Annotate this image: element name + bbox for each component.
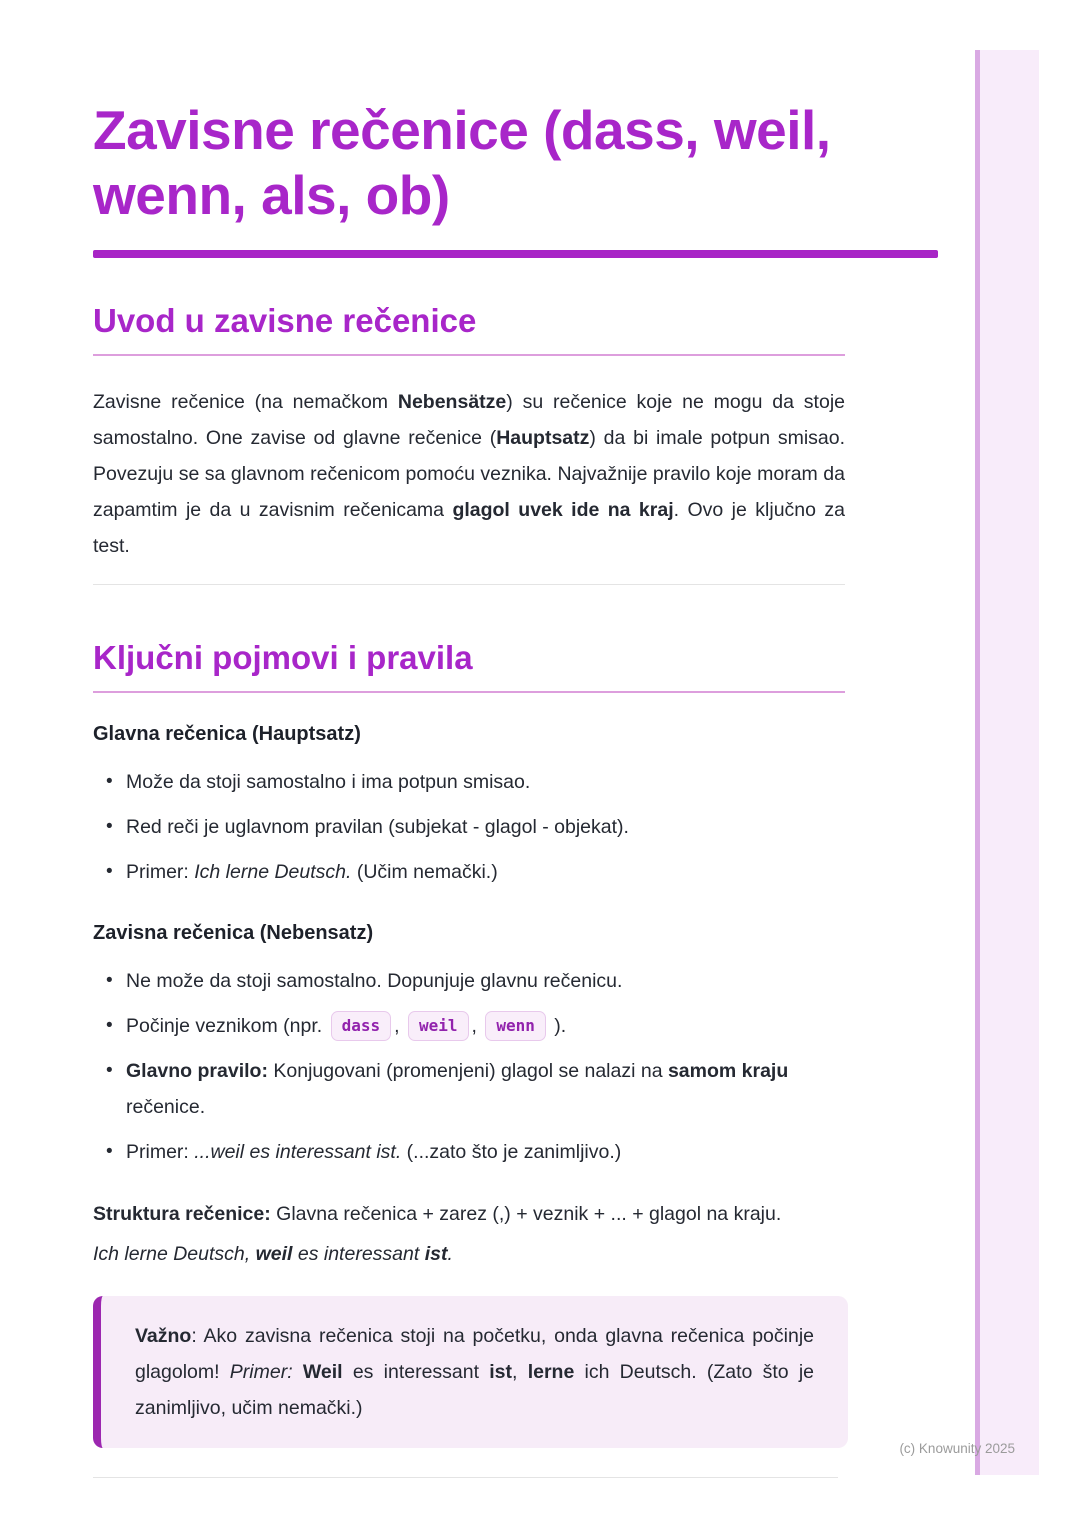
list-item: • Ne može da stoji samostalno. Dopunjuje glavnu rečenicu. bbox=[106, 963, 845, 999]
bullet-list-zavisna bbox=[93, 963, 845, 1170]
structure-rule-text: Struktura rečenice: Glavna rečenica + zarez (,) + veznik + ... + glagol na kraju. bbox=[93, 1202, 782, 1225]
document-content bbox=[93, 0, 845, 1448]
list-item: • Glavno pravilo: Konjugovani (promenjeni) glagol se nalazi na samom kraju rečenice. bbox=[106, 1053, 845, 1125]
intro-paragraph: Zavisne rečenice (na nemačkom Nebensätze) su rečenice koje ne mogu da stoje samostalno. One zavise od glavne rečenice (Hauptsatz) da bi imale potpun smisao. Povezuju se sa glavnom rečenicom pomoću veznika. Najvažnije pravilo koje moram da zapamtim je da u zavisnim rečenicama glagol uvek ide na kraj. Ovo je ključno za test. bbox=[93, 390, 846, 557]
list-item: • Može da stoji samostalno i ima potpun smisao. bbox=[106, 764, 845, 800]
important-callout bbox=[93, 1296, 848, 1448]
subsection-heading-zavisna: Zavisna rečenica (Nebensatz) bbox=[93, 921, 374, 944]
structure-example-text: Ich lerne Deutsch, weil es interessant ist. bbox=[93, 1242, 453, 1265]
structure-paragraph bbox=[93, 1194, 845, 1274]
list-item: • Počinje veznikom (npr. dass , weil , wenn ). bbox=[106, 1008, 845, 1044]
page-title: Zavisne rečenice (dass, weil, wenn, als, ob) bbox=[93, 99, 831, 226]
callout-text: Važno: Ako zavisna rečenica stoji na početku, onda glavna rečenica počinje glagolom! Primer: Weil es interessant ist, lerne ich Deutsch. (Zato što je zanimljivo, učim nemački.) bbox=[135, 1324, 815, 1419]
section-divider bbox=[93, 584, 845, 585]
copyright-text: (c) Knowunity 2025 bbox=[899, 1441, 1015, 1456]
code-chip: wenn bbox=[485, 1011, 546, 1041]
code-chip: dass bbox=[331, 1011, 392, 1041]
list-item: • Primer: Ich lerne Deutsch. (Učim nemački.) bbox=[106, 854, 845, 890]
section-heading-kljucni: Ključni pojmovi i pravila bbox=[93, 639, 845, 693]
subsection-heading-glavna: Glavna rečenica (Hauptsatz) bbox=[93, 722, 361, 745]
bullet-list-glavna bbox=[93, 764, 845, 890]
section-heading-uvod: Uvod u zavisne rečenice bbox=[93, 302, 845, 356]
list-item: • Primer: ...weil es interessant ist. (...zato što je zanimljivo.) bbox=[106, 1134, 845, 1170]
code-chip: weil bbox=[408, 1011, 469, 1041]
bottom-divider bbox=[93, 1477, 838, 1478]
page-margin-bar bbox=[975, 50, 1039, 1475]
title-rule bbox=[93, 250, 938, 258]
list-item: • Red reči je uglavnom pravilan (subjekat - glagol - objekat). bbox=[106, 809, 845, 845]
